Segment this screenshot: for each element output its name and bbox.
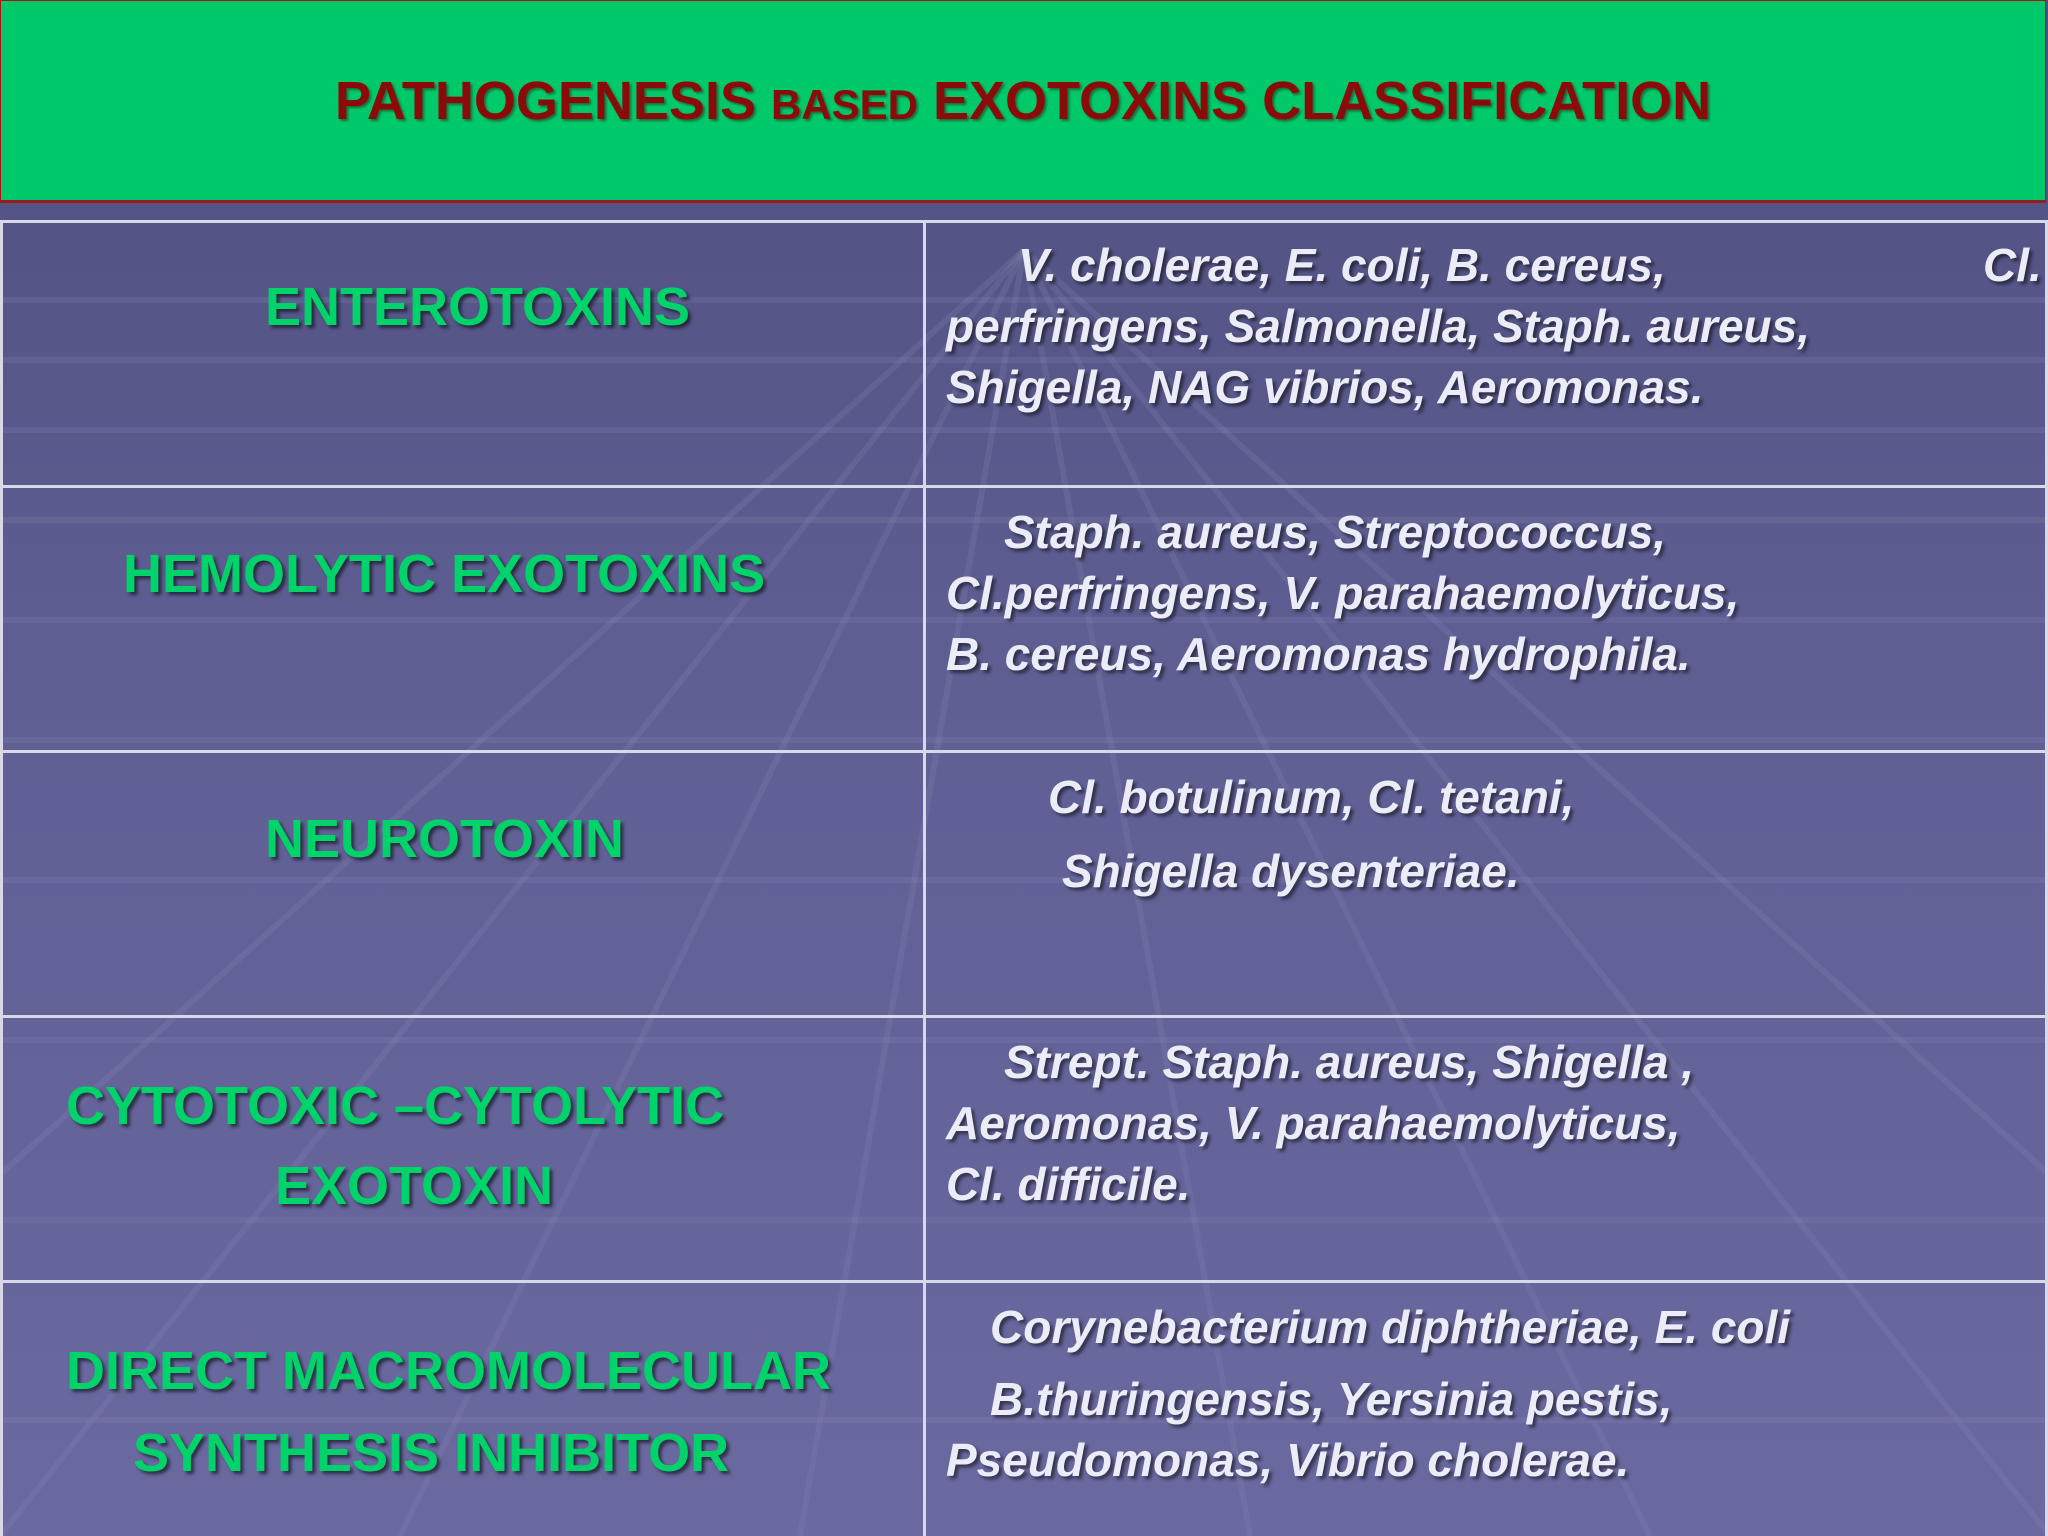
table-row: [2, 487, 2047, 752]
category-cell: [2, 487, 925, 752]
organism-line: V. cholerae, E. coli, B. cereus,: [1018, 239, 1666, 291]
table-row: [2, 1282, 2047, 1536]
title-part-3: EXOTOXINS CLASSIFICATION: [918, 70, 1712, 131]
organism-line: Cl. difficile.: [946, 1158, 1191, 1210]
title-part-1: PATHOGENESIS: [334, 70, 771, 131]
organisms-cell: [925, 1282, 2047, 1536]
slide-title: [335, 70, 1711, 132]
organism-line: Pseudomonas, Vibrio cholerae.: [946, 1434, 1630, 1486]
organisms-cell: [925, 222, 2047, 487]
category-cell: [2, 752, 925, 1017]
category-label: SYNTHESIS INHIBITOR: [133, 1423, 730, 1483]
table-row: [2, 752, 2047, 1017]
table-row: [2, 1017, 2047, 1282]
organism-line: Corynebacterium diphtheriae, E. coli: [990, 1301, 1791, 1353]
category-label: HEMOLYTIC EXOTOXINS: [123, 544, 766, 604]
organism-line: B.thuringensis, Yersinia pestis,: [990, 1373, 1673, 1425]
category-cell: [2, 1282, 925, 1536]
organism-line: Cl.perfringens, V. parahaemolyticus,: [946, 567, 1740, 619]
organism-line: B. cereus, Aeromonas hydrophila.: [946, 628, 1691, 680]
organisms-cell: [925, 752, 2047, 1017]
slide-header: [0, 0, 2046, 203]
category-label: EXOTOXIN: [275, 1156, 554, 1216]
category-cell: [2, 1017, 925, 1282]
organism-line: Aeromonas, V. parahaemolyticus,: [946, 1097, 1681, 1149]
category-cell: [2, 222, 925, 487]
title-part-2: BASED: [770, 80, 918, 128]
table-row: [2, 222, 2047, 487]
organism-line: Staph. aureus, Streptococcus,: [1004, 506, 1667, 558]
exotoxin-classification-table: [0, 220, 2048, 1536]
organism-line: Strept. Staph. aureus, Shigella ,: [1004, 1036, 1695, 1088]
organisms-cell: [925, 1017, 2047, 1282]
organism-line: Shigella, NAG vibrios, Aeromonas.: [946, 361, 1704, 413]
organisms-cell: [925, 487, 2047, 752]
category-label: NEUROTOXIN: [265, 809, 625, 869]
organism-line: Cl. botulinum, Cl. tetani,: [1048, 771, 1575, 823]
category-label: ENTEROTOXINS: [265, 277, 691, 337]
organism-line: Shigella dysenteriae.: [1062, 845, 1520, 897]
organism-line: perfringens, Salmonella, Staph. aureus,: [946, 300, 1811, 352]
organism-line: Cl.: [1983, 239, 2042, 291]
category-label: DIRECT MACROMOLECULAR: [66, 1341, 831, 1401]
category-label: CYTOTOXIC –CYTOLYTIC: [66, 1076, 725, 1136]
